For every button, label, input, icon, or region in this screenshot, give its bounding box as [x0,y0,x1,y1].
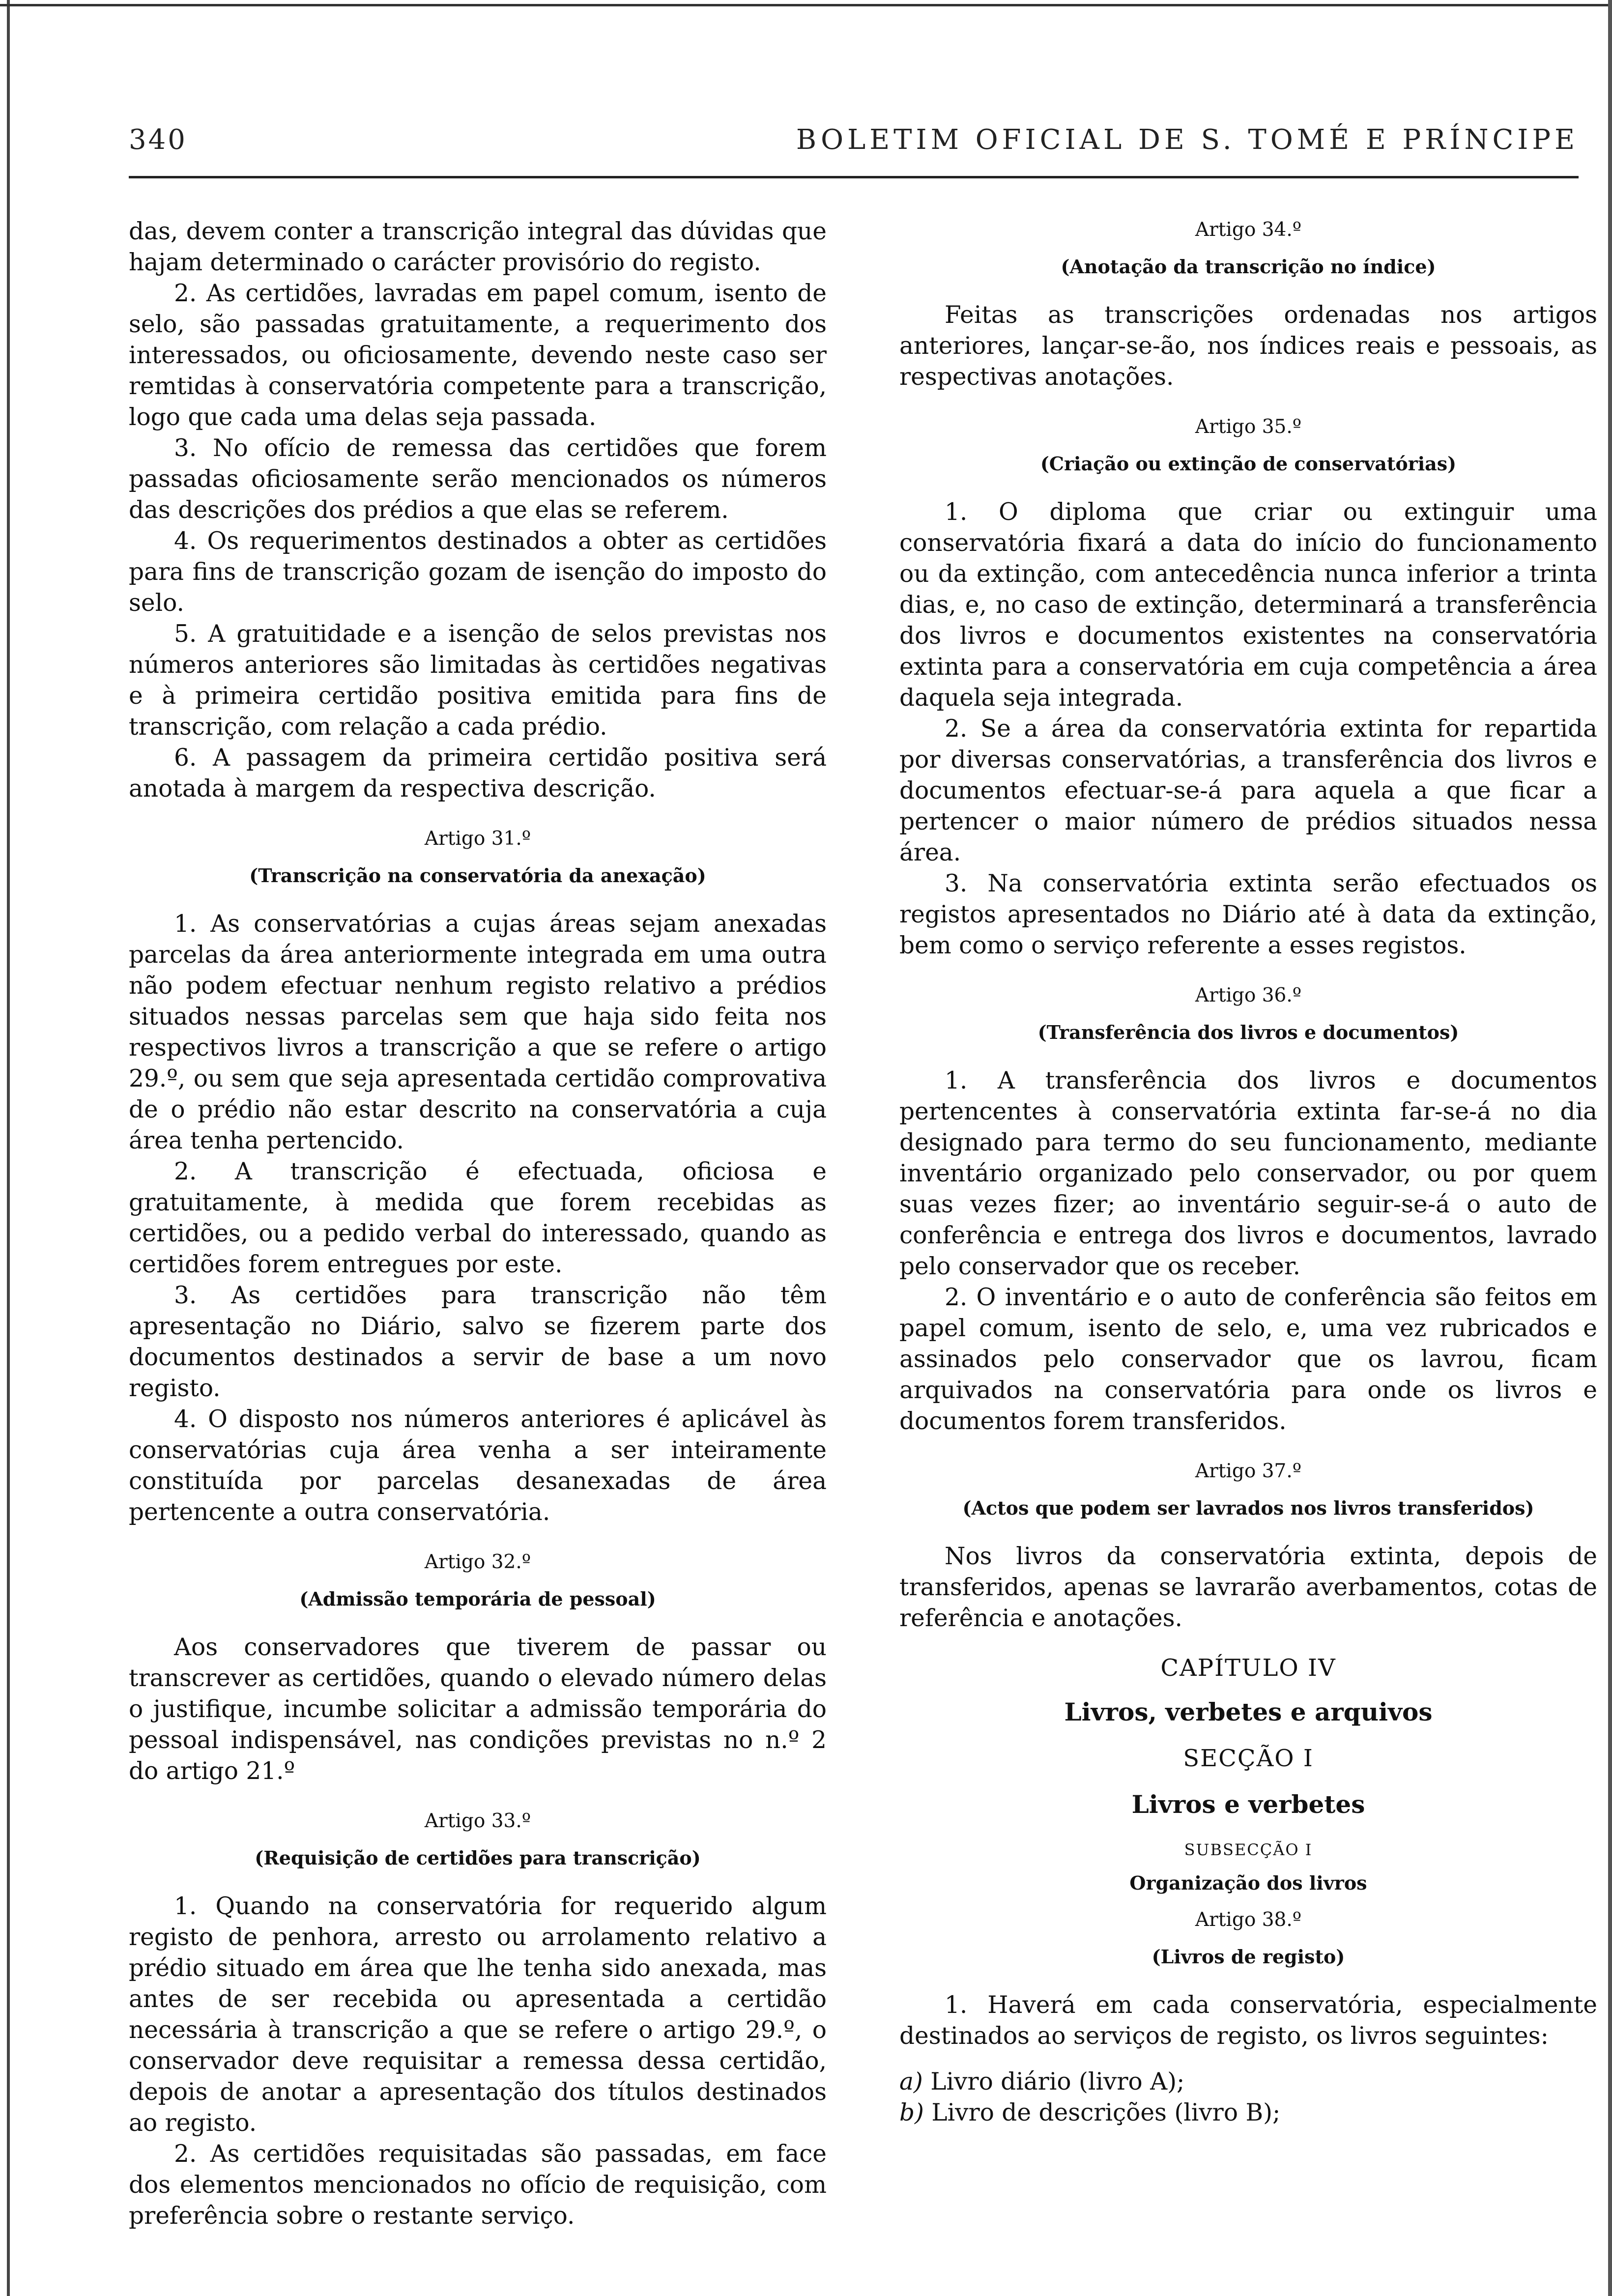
subsection-title: Organização dos livros [1129,1872,1367,1894]
paragraph: 1. O diploma que criar ou extinguir uma conservatória fixará a data do início do funcionamento ou da extinção, com antecedência nunca inferior a trinta dias, e, no caso de extinção, determinará a transferência dos livros e documentos existentes na conservatória extinta para a conservatória em cuja competência a área daquela seja integrada. [899,498,1597,712]
left-column [129,216,827,2232]
article-number: Artigo 32.º [424,1551,531,1573]
list-item-letter: a) [899,2068,923,2095]
article-heading: (Criação ou extinção de conservatórias) [1040,453,1457,475]
paragraph: 3. As certidões para transcrição não têm apresentação no Diário, salvo se fizerem parte dos documentos destinados a servir de base a um novo registo. [129,1282,827,1402]
article-heading: (Requisição de certidões para transcrição) [255,1847,701,1869]
article-number: Artigo 33.º [424,1810,531,1832]
page-header [129,124,1579,163]
paragraph: Aos conservadores que tiverem de passar ou transcrever as certidões, quando o elevado número delas o justifique, incumbe solicitar a admissão temporária do pessoal indispensável, nas condições previstas no n.º 2 do artigo 21.º [129,1634,827,1785]
paragraph: 2. As certidões requisitadas são passadas, em face dos elementos mencionados no ofício de requisição, com preferência sobre o restante serviço. [129,2140,827,2230]
paragraph: Feitas as transcrições ordenadas nos artigos anteriores, lançar-se-ão, nos índices reais e pessoais, as respectivas anotações. [899,301,1597,391]
paragraph: 5. A gratuitidade e a isenção de selos previstas nos números anteriores são limitadas às certidões negativas e à primeira certidão positiva emitida para fins de transcrição, com relação a cada prédio. [129,620,827,741]
paragraph: 1. Quando na conservatória for requerido algum registo de penhora, arresto ou arrolamento relativo a prédio situado em área que lhe tenha sido anexada, mas antes de ser recebida ou apresentada a certidão necessária à transcrição a que se refere o artigo 29.º, o conservador deve requisitar a remessa dessa certidão, depois de anotar a apresentação dos títulos destinados ao registo. [129,1893,827,2137]
article-heading: (Transferência dos livros e documentos) [1037,1021,1459,1043]
paragraph: 2. Se a área da conservatória extinta for repartida por diversas conservatórias, a transferência dos livros e documentos efectuar-se-á para aquela a que ficar a pertencer o maior número de prédios situados nessa área. [899,715,1597,866]
header-rule [129,176,1579,178]
right-column [899,216,1597,2128]
article-heading: (Admissão temporária de pessoal) [299,1588,656,1610]
page-border-right [1608,0,1612,2296]
chapter-label: CAPÍTULO IV [1160,1654,1336,1682]
paragraph: 4. O disposto nos números anteriores é aplicável às conservatórias cuja área venha a ser inteiramente constituída por parcelas desanexadas de área pertencente a outra conservatória. [129,1406,827,1526]
paragraph: 4. Os requerimentos destinados a obter as certidões para fins de transcrição gozam de isenção do imposto do selo. [129,527,827,617]
article-number: Artigo 35.º [1195,416,1302,438]
paragraph: das, devem conter a transcrição integral das dúvidas que hajam determinado o carácter provisório do registo. [129,218,827,276]
paragraph: 1. As conservatórias a cujas áreas sejam anexadas parcelas da área anteriormente integrada em uma outra não podem efectuar nenhum registo relativo a prédios situados nessas parcelas sem que haja sido feita nos respectivos livros a transcrição a que se refere o artigo 29.º, ou sem que seja apresentada certidão comprovativa de o prédio não estar descrito na conservatória a cuja área tenha pertencido. [129,910,827,1154]
article-number: Artigo 37.º [1195,1460,1302,1482]
chapter-title: Livros, verbetes e arquivos [1064,1697,1433,1726]
list-item [899,2066,1597,2097]
paragraph: Nos livros da conservatória extinta, depois de transferidos, apenas se lavrarão averbamentos, cotas de referência e anotações. [899,1543,1597,1632]
article-number: Artigo 36.º [1195,984,1302,1006]
article-number: Artigo 31.º [424,828,531,850]
list-item-text: Livro de descrições (livro B); [931,2099,1281,2126]
section-label: SECÇÃO I [1183,1745,1314,1772]
list-item-text: Livro diário (livro A); [930,2068,1185,2095]
paragraph: 3. No ofício de remessa das certidões que forem passadas oficiosamente serão mencionados os números das descrições dos prédios a que elas se referem. [129,434,827,524]
journal-title: BOLETIM OFICIAL DE S. TOMÉ E PRÍNCIPE [796,124,1579,156]
section-title: Livros e verbetes [1131,1790,1365,1819]
paragraph: 3. Na conservatória extinta serão efectuados os registos apresentados no Diário até à data da extinção, bem como o serviço referente a esses registos. [899,870,1597,959]
article-heading: (Actos que podem ser lavrados nos livros transferidos) [962,1497,1534,1519]
article-heading: (Livros de registo) [1151,1946,1345,1968]
page-border-left [7,0,10,2296]
article-heading: (Transcrição na conservatória da anexação) [249,864,706,887]
paragraph: 1. Haverá em cada conservatória, especialmente destinados ao serviços de registo, os livros seguintes: [899,1991,1597,2050]
list-item-letter: b) [899,2099,924,2126]
paragraph: 2. A transcrição é efectuada, oficiosa e gratuitamente, à medida que forem recebidas as certidões, ou a pedido verbal do interessado, quando as certidões forem entregues por este. [129,1158,827,1278]
page-number: 340 [129,124,187,156]
page-border-top [0,4,1612,6]
list-item [899,2097,1597,2128]
paragraph: 2. As certidões, lavradas em papel comum, isento de selo, são passadas gratuitamente, a requerimento dos interessados, ou oficiosamente, devendo neste caso ser remtidas à conservatória competente para a transcrição, logo que cada uma delas seja passada. [129,280,827,431]
paragraph: 6. A passagem da primeira certidão positiva será anotada à margem da respectiva descrição. [129,744,827,803]
article-heading: (Anotação da transcrição no índice) [1061,256,1436,278]
article-number: Artigo 34.º [1195,219,1302,241]
paragraph: 2. O inventário e o auto de conferência são feitos em papel comum, isento de selo, e, uma vez rubricados e assinados pelo conservador que os lavrou, ficam arquivados na conservatória para onde os livros e documentos forem transferidos. [899,1284,1597,1435]
article-number: Artigo 38.º [1195,1909,1302,1931]
subsection-label: SUBSECÇÃO I [1184,1840,1313,1859]
paragraph: 1. A transferência dos livros e documentos pertencentes à conservatória extinta far-se-á no dia designado para termo do seu funcionamento, mediante inventário organizado pelo conservador, ou por quem suas vezes fizer; ao inventário seguir-se-á o auto de conferência e entrega dos livros e documentos, lavrado pelo conservador que os receber. [899,1067,1597,1280]
